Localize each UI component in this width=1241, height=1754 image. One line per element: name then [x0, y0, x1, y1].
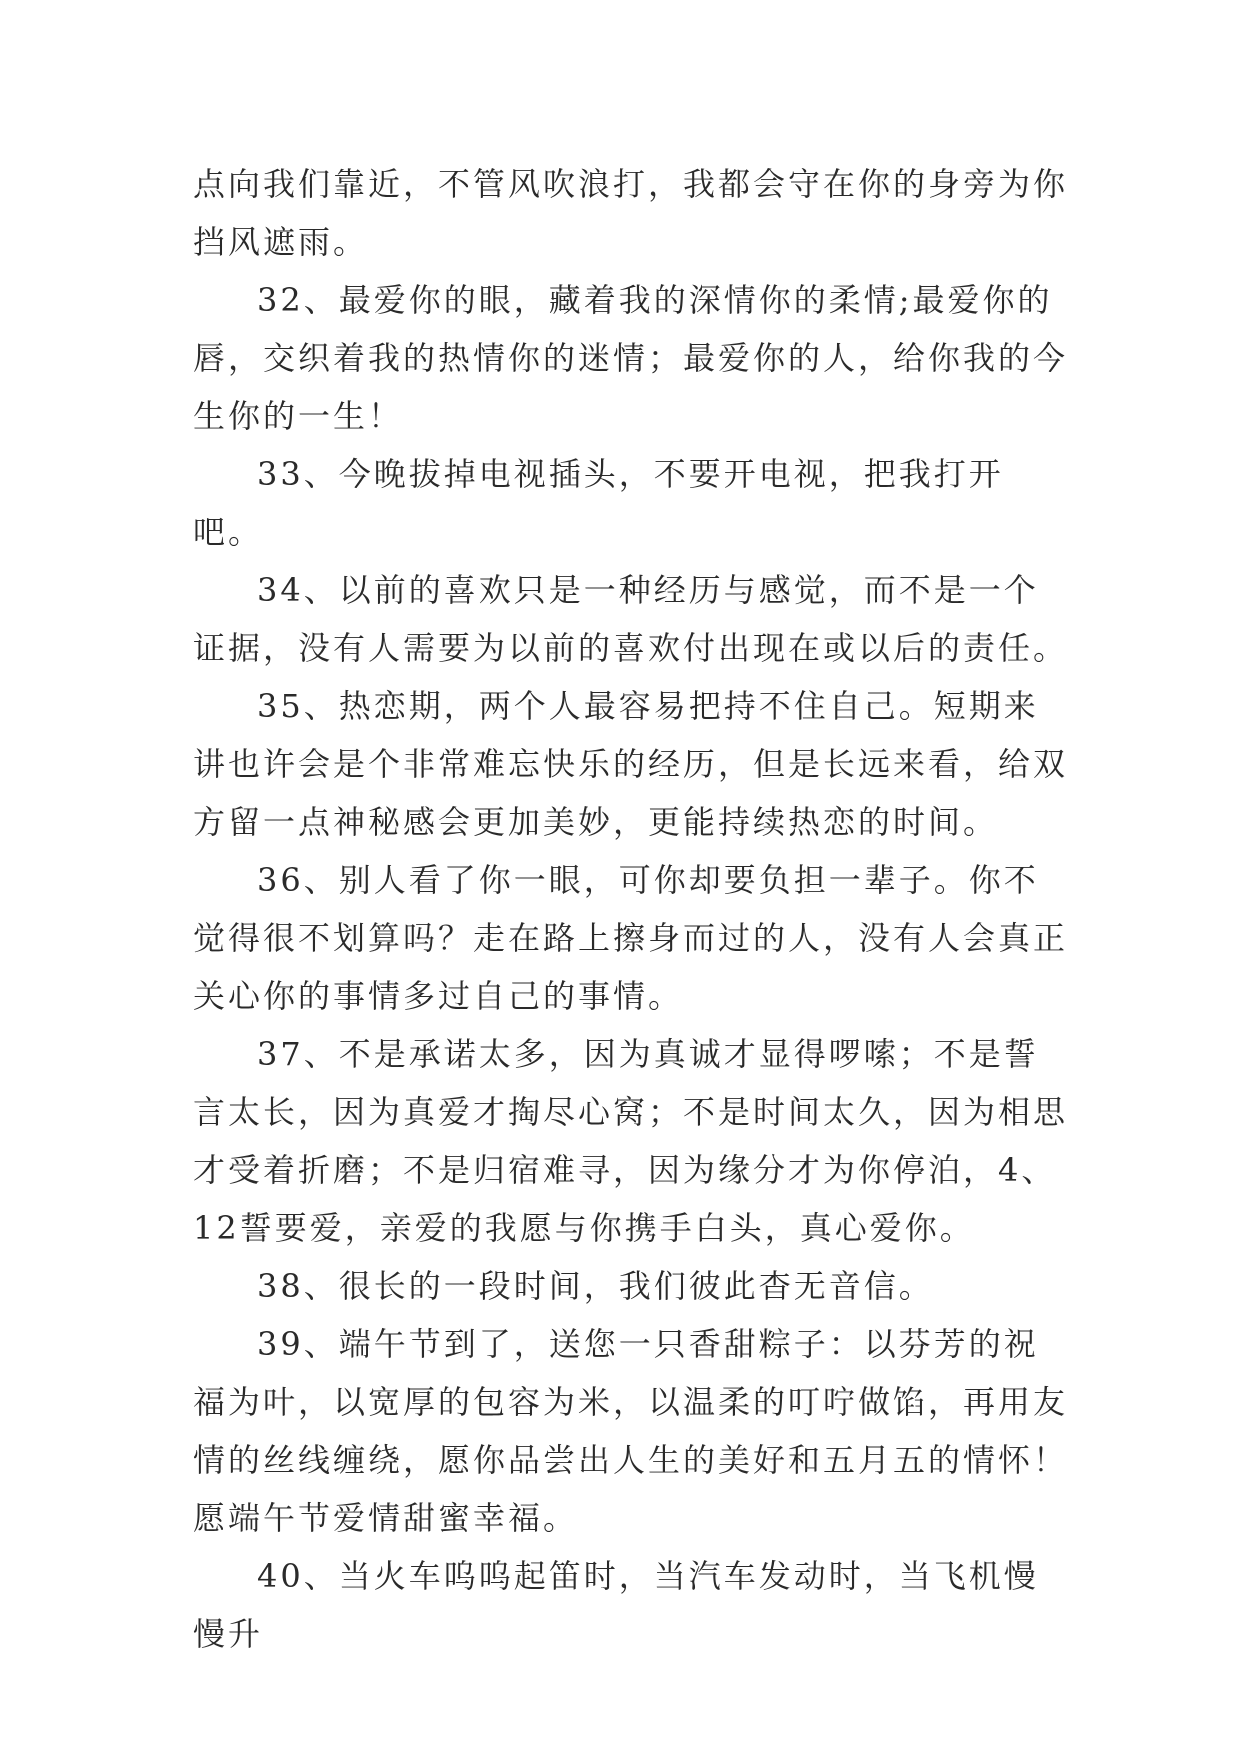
paragraph: 33、今晚拔掉电视插头，不要开电视，把我打开吧。 — [193, 455, 1004, 551]
paragraph: 36、别人看了你一眼，可你却要负担一辈子。你不觉得很不划算吗？走在路上擦身而过的人，没有人会真正关心你的事情多过自己的事情。 — [193, 861, 1069, 1015]
paragraph: 37、不是承诺太多，因为真诚才显得啰嗦；不是誓言太长，因为真爱才掏尽心窝；不是时间太久，因为相思才受着折磨；不是归宿难寻，因为缘分才为你停泊，4、12誓要爱，亲爱的我愿与你携手白头，真心爱你。 — [193, 1035, 1069, 1247]
paragraph: 34、以前的喜欢只是一种经历与感觉，而不是一个证据，没有人需要为以前的喜欢付出现在或以后的责任。 — [193, 571, 1069, 667]
paragraph: 38、很长的一段时间，我们彼此杳无音信。 — [257, 1267, 934, 1305]
paragraph: 32、最爱你的眼，藏着我的深情你的柔情;最爱你的唇，交织着我的热情你的迷情；最爱你的人，给你我的今生你的一生！ — [193, 281, 1069, 435]
paragraph: 点向我们靠近，不管风吹浪打，我都会守在你的身旁为你挡风遮雨。 — [193, 165, 1069, 261]
paragraph: 35、热恋期，两个人最容易把持不住自己。短期来讲也许会是个非常难忘快乐的经历，但是长远来看，给双方留一点神秘感会更加美妙，更能持续热恋的时间。 — [193, 687, 1069, 841]
paragraph: 40、当火车呜呜起笛时，当汽车发动时，当飞机慢慢升 — [193, 1557, 1039, 1653]
document-body — [193, 155, 1073, 1663]
paragraph: 39、端午节到了，送您一只香甜粽子：以芬芳的祝福为叶，以宽厚的包容为米，以温柔的叮咛做馅，再用友情的丝线缠绕，愿你品尝出人生的美好和五月五的情怀！愿端午节爱情甜蜜幸福。 — [193, 1325, 1069, 1537]
